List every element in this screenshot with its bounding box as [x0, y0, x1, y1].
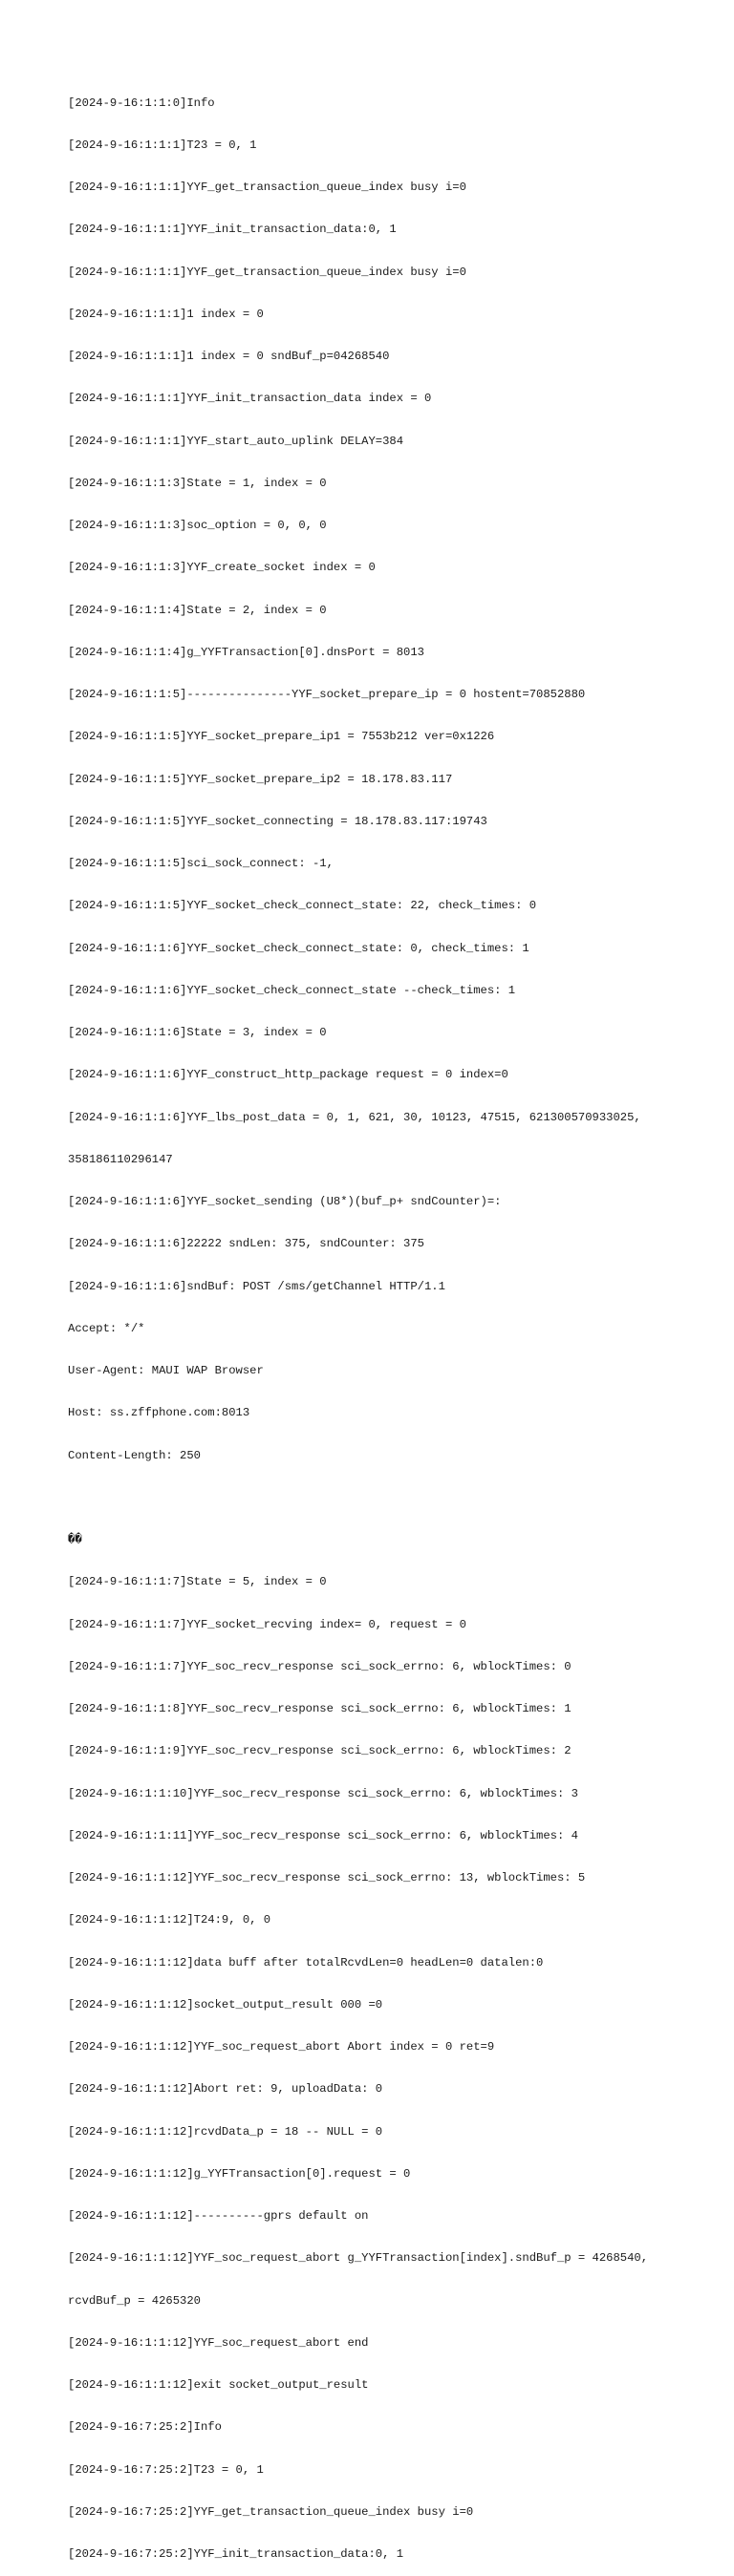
log-line: [2024-9-16:1:1:7]YYF_soc_recv_response sci_sock_errno: 6, wblockTimes: 0 — [68, 1659, 572, 1673]
log-line: [2024-9-16:1:1:5]YYF_socket_prepare_ip2 = 18.178.83.117 — [68, 772, 453, 786]
log-line: [2024-9-16:1:1:12]rcvdData_p = 18 -- NULL = 0 — [68, 2124, 383, 2139]
log-line: [2024-9-16:1:1:12]g_YYFTransaction[0].request = 0 — [68, 2166, 411, 2181]
log-line: [2024-9-16:1:1:12]data buff after totalRcvdLen=0 headLen=0 datalen:0 — [68, 1955, 544, 1969]
log-line: [2024-9-16:1:1:1]YYF_init_transaction_data index = 0 — [68, 392, 432, 406]
log-line: [2024-9-16:1:1:3]soc_option = 0, 0, 0 — [68, 519, 327, 532]
log-line: [2024-9-16:1:1:12]socket_output_result 000 =0 — [68, 1997, 383, 2012]
log-line: [2024-9-16:7:25:2]YYF_init_transaction_data:0, 1 — [68, 2547, 404, 2561]
log-line: [2024-9-16:1:1:5]YYF_socket_check_connect_state: 22, check_times: 0 — [68, 899, 537, 913]
log-line: [2024-9-16:1:1:1]1 index = 0 — [68, 307, 264, 321]
log-line: [2024-9-16:7:25:2]YYF_get_transaction_queue_index busy i=0 — [68, 2504, 474, 2519]
log-line: [2024-9-16:1:1:1]T23 = 0, 1 — [68, 138, 257, 152]
log-line: [2024-9-16:1:1:3]State = 1, index = 0 — [68, 476, 327, 490]
log-line: [2024-9-16:1:1:1]YYF_get_transaction_queue_index busy i=0 — [68, 265, 466, 279]
log-line: [2024-9-16:1:1:5]YYF_socket_prepare_ip1 = 7553b212 ver=0x1226 — [68, 730, 495, 744]
log-document — [68, 68, 718, 2576]
log-line: [2024-9-16:1:1:1]YYF_init_transaction_data:0, 1 — [68, 223, 397, 237]
log-line: [2024-9-16:1:1:5]YYF_socket_connecting = 18.178.83.117:19743 — [68, 814, 487, 828]
replacement-chars: �� — [68, 1533, 82, 1546]
log-line: [2024-9-16:1:1:8]YYF_soc_recv_response sci_sock_errno: 6, wblockTimes: 1 — [68, 1702, 572, 1715]
log-line: [2024-9-16:1:1:11]YYF_soc_recv_response sci_sock_errno: 6, wblockTimes: 4 — [68, 1828, 578, 1842]
log-line: [2024-9-16:1:1:5]---------------YYF_socket_prepare_ip = 0 hostent=70852880 — [68, 688, 586, 701]
log-line: [2024-9-16:1:1:5]sci_sock_connect: -1, — [68, 857, 334, 870]
log-line: [2024-9-16:1:1:1]YYF_get_transaction_queue_index busy i=0 — [68, 181, 466, 194]
log-line: [2024-9-16:1:1:6]YYF_socket_sending (U8*)(buf_p+ sndCounter)=: — [68, 1195, 502, 1208]
log-line: 358186110296147 — [68, 1152, 173, 1166]
log-line: [2024-9-16:1:1:12]YYF_soc_request_abort Abort index = 0 ret=9 — [68, 2040, 495, 2054]
log-line: [2024-9-16:1:1:6]YYF_lbs_post_data = 0, 1, 621, 30, 10123, 47515, 621300570933025, — [68, 1110, 641, 1124]
http-header-line: User-Agent: MAUI WAP Browser — [68, 1364, 264, 1377]
blank-line — [68, 1491, 718, 1505]
log-line: [2024-9-16:1:1:12]exit socket_output_result — [68, 2378, 369, 2392]
log-line: [2024-9-16:1:1:12]Abort ret: 9, uploadData: 0 — [68, 2082, 383, 2097]
log-line: [2024-9-16:1:1:6]22222 sndLen: 375, sndCounter: 375 — [68, 1237, 424, 1251]
log-line: [2024-9-16:1:1:7]YYF_socket_recving index= 0, request = 0 — [68, 1617, 466, 1631]
log-line: [2024-9-16:1:1:6]State = 3, index = 0 — [68, 1026, 327, 1039]
log-line: [2024-9-16:7:25:2]T23 = 0, 1 — [68, 2462, 264, 2477]
log-line: [2024-9-16:1:1:6]sndBuf: POST /sms/getChannel HTTP/1.1 — [68, 1279, 445, 1293]
log-line: [2024-9-16:1:1:3]YYF_create_socket index = 0 — [68, 561, 376, 575]
log-line: [2024-9-16:1:1:12]YYF_soc_recv_response sci_sock_errno: 13, wblockTimes: 5 — [68, 1871, 586, 1884]
http-header-line: Content-Length: 250 — [68, 1448, 201, 1462]
log-line: [2024-9-16:1:1:12]YYF_soc_request_abort end — [68, 2335, 369, 2350]
http-header-line: Host: ss.zffphone.com:8013 — [68, 1406, 250, 1420]
log-line: [2024-9-16:7:25:2]Info — [68, 2420, 222, 2435]
http-header-line: Accept: */* — [68, 1321, 145, 1335]
log-line: rcvdBuf_p = 4265320 — [68, 2293, 201, 2308]
log-line: [2024-9-16:1:1:4]State = 2, index = 0 — [68, 603, 327, 617]
log-line: [2024-9-16:1:1:10]YYF_soc_recv_response sci_sock_errno: 6, wblockTimes: 3 — [68, 1786, 578, 1800]
log-line: [2024-9-16:1:1:12]YYF_soc_request_abort g_YYFTransaction[index].sndBuf_p = 4268540, — [68, 2251, 649, 2266]
log-line: [2024-9-16:1:1:0]Info — [68, 96, 215, 110]
log-line: [2024-9-16:1:1:6]YYF_socket_check_connect_state: 0, check_times: 1 — [68, 941, 529, 955]
log-line: [2024-9-16:1:1:6]YYF_socket_check_connect_state --check_times: 1 — [68, 983, 516, 997]
log-line: [2024-9-16:1:1:6]YYF_construct_http_package request = 0 index=0 — [68, 1068, 508, 1082]
log-line: [2024-9-16:1:1:1]1 index = 0 sndBuf_p=04268540 — [68, 350, 390, 363]
log-line: [2024-9-16:1:1:4]g_YYFTransaction[0].dnsPort = 8013 — [68, 645, 424, 659]
log-line: [2024-9-16:1:1:1]YYF_start_auto_uplink DELAY=384 — [68, 434, 404, 448]
log-line: [2024-9-16:1:1:12]----------gprs default on — [68, 2209, 369, 2223]
log-line: [2024-9-16:1:1:7]State = 5, index = 0 — [68, 1575, 327, 1589]
log-line: [2024-9-16:1:1:12]T24:9, 0, 0 — [68, 1913, 271, 1927]
log-line: [2024-9-16:1:1:9]YYF_soc_recv_response sci_sock_errno: 6, wblockTimes: 2 — [68, 1744, 572, 1758]
